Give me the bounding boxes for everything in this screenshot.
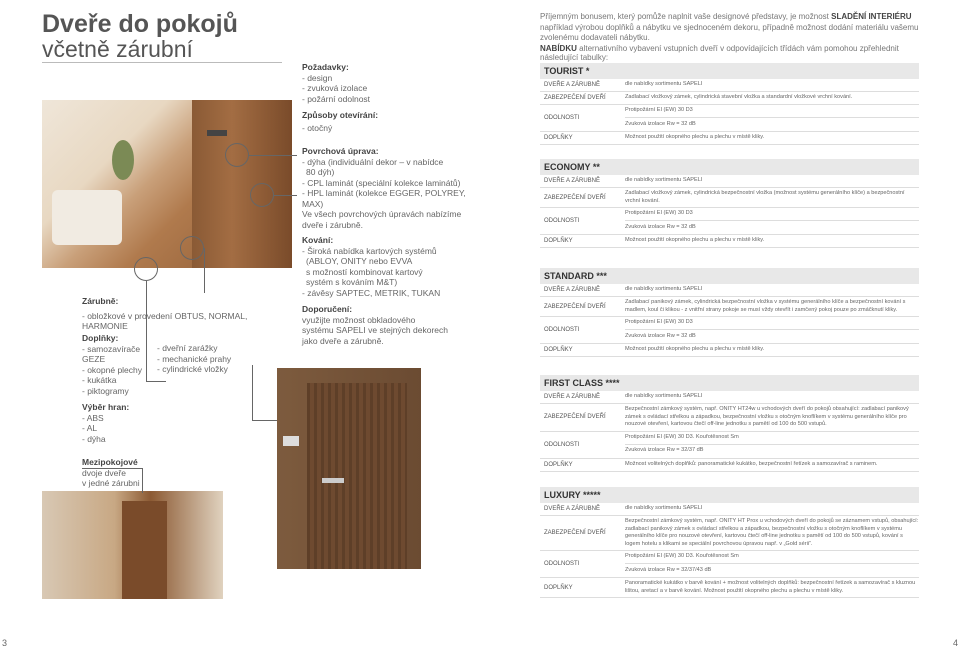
row-odolnosti: ODOLNOSTI Protipožární EI (EW) 30 D3. Kouřotěsnost Sm Zvuková izolace Rw = 32/37 dB [540, 432, 919, 459]
row-doplnky: DOPLŇKY Možnost použití okopného plechu a plechu v místě kliky. [540, 235, 919, 248]
row-zabezpeceni: ZABEZPEČENÍ DVEŘÍ Zadlabací vložkový zámek, cylindrická bezpečnostní vložka (možnost systému generálního klíče) a bezpečnostní vrchní kování. [540, 188, 919, 208]
page-number-left: 3 [2, 638, 8, 648]
category-heading: ECONOMY ** [540, 159, 919, 175]
category-heading: STANDARD *** [540, 268, 919, 284]
category-table [540, 487, 919, 598]
page-title: Dveře do pokojů [42, 10, 238, 38]
row-zabezpeceni: ZABEZPEČENÍ DVEŘÍ Zadlabací panikový zámek, cylindrická bezpečnostní vložka v systému generálního klíče a bezpečnostní kování s madlem, koul či klikou - z vnitřní strany pokoje se musí vždy otevřít i zamčený pokoj pouze po zmáčknutí kliky. [540, 297, 919, 317]
doplnky-block: Doplňky: - samozavírače GEZE - okopné plechy - kukátka - piktogramy [82, 333, 143, 396]
row-odolnosti: ODOLNOSTI Protipožární EI (EW) 30 D3 Zvuková izolace Rw = 32 dB [540, 317, 919, 344]
callout-line [252, 420, 277, 421]
category-table [540, 63, 919, 145]
row-zabezpeceni: ZABEZPEČENÍ DVEŘÍ Zadlabací vložkový zámek, cylindrická stavební vložka a standardní vložkové vrchní kování. [540, 92, 919, 105]
row-dvere: DVEŘE A ZÁRUBNĚ dle nabídky sortimentu SAPELI [540, 503, 919, 516]
callout-circle [180, 236, 204, 260]
povrch-block: Povrchová úprava: - dýha (individuální dekor – v nabídce 80 dýh) - CPL laminát (speciální kolekce laminátů) - HPL laminát (kolekce EGGER, POLYREY, MAX) Ve všech povrchových úpravách nabízíme dveře i zárubně. [302, 146, 466, 230]
callout-line [204, 248, 205, 293]
doplnky-col2: - dveřní zarážky - mechanické prahy - cylindrické vložky [157, 343, 232, 374]
callout-circle [134, 257, 158, 281]
row-doplnky: DOPLŇKY Možnost použití okopného plechu a plechu v místě kliky. [540, 344, 919, 357]
intro-paragraph: Příjemným bonusem, který pomůže naplnit vaše designové představy, je možnost SLADĚNÍ INTERIÉRU například výrobou doplňků a nábytku ve sjednoceném dekoru, případně možnost dodání materiálu vašemu zvolenému dodavateli nábytku. [540, 12, 919, 42]
row-dvere: DVEŘE A ZÁRUBNĚ dle nabídky sortimentu SAPELI [540, 79, 919, 92]
row-odolnosti: ODOLNOSTI Protipožární EI (EW) 30 D3 Zvuková izolace Rw = 32 dB [540, 208, 919, 235]
row-dvere: DVEŘE A ZÁRUBNĚ dle nabídky sortimentu SAPELI [540, 175, 919, 188]
nabidka-paragraph: NABÍDKU alternativního vybavení vstupních dveří v odpovídajících třídách vám pomohou zpřehlednit následující tabulky: [540, 44, 899, 62]
callout-line [274, 195, 297, 196]
row-odolnosti: ODOLNOSTI Protipožární EI (EW) 30 D3. Kouřotěsnost Sm Zvuková izolace Rw = 32/37/43 dB [540, 551, 919, 578]
pozadavky-block: Požadavky: - design - zvuková izolace - požární odolnost [302, 62, 371, 104]
row-zabezpeceni: ZABEZPEČENÍ DVEŘÍ Bezpečnostní zámkový systém, např. ONITY HT Prox u vchodových dveří do pokojů se záznamem vstupů, obsahující: zadlabací panikový zámek s ovládací střelkou a západkou, bezpečnostní vložku s otočným knoflíkem v systému generálního klíče pro nouzové otevření, kartovou čtečí off-line jednotku s pamětí od 100 do 500 vstupů, kování s logem hotelu s klikami se speciální povrchovou úpravou např. v „Gold sérii“. [540, 516, 919, 551]
category-table [540, 159, 919, 248]
door-photo [277, 368, 421, 569]
kovani-block: Kování: - Široká nabídka kartových systémů (ABLOY, ONITY nebo EVVA s možností kombinovat kartový systém s kováním M&T) - závěsy SAPTEC, METRIK, TUKAN [302, 235, 441, 298]
callout-circle [225, 143, 249, 167]
oteviram-block: Způsoby otevírání: - otočný [302, 110, 379, 133]
callout-line [252, 365, 253, 420]
callout-circle [250, 183, 274, 207]
row-odolnosti: ODOLNOSTI Protipožární EI (EW) 30 D3 Zvuková izolace Rw = 32 dB [540, 105, 919, 132]
hrany-block: Výběr hran: - ABS - AL - dýha [82, 402, 130, 444]
category-table [540, 268, 919, 357]
callout-line [249, 155, 297, 156]
row-dvere: DVEŘE A ZÁRUBNĚ dle nabídky sortimentu SAPELI [540, 284, 919, 297]
page-subtitle: včetně zárubní [42, 36, 193, 62]
category-heading: LUXURY ***** [540, 487, 919, 503]
row-dvere: DVEŘE A ZÁRUBNĚ dle nabídky sortimentu SAPELI [540, 391, 919, 404]
doporuceni-block: Doporučení: využijte možnost obkladového systému SAPELI ve stejných dekorech jako dveře a zárubně. [302, 304, 448, 346]
mezipokojove-block: Mezipokojové dvoje dveře v jedné zárubni [82, 457, 140, 488]
interior-door-photo [42, 491, 223, 599]
row-doplnky: DOPLŇKY Možnost volitelných doplňků: panoramatické kukátko, bezpečnostní řetízek a samozavírač s raminem. [540, 459, 919, 472]
row-doplnky: DOPLŇKY Možnost použití okopného plechu a plechu v místě kliky. [540, 132, 919, 145]
row-zabezpeceni: ZABEZPEČENÍ DVEŘÍ Bezpečnostní zámkový systém, např. ONITY HT24w u vchodových dveří do pokojů obsahující: zadlabací panikový zámek s ovládací střelkou a západkou, bezpečnostní vložku s otočným knoflíkem v systému generálního klíče pro nouzové otevření, kartovou čtečí off-line jednotku s pamětí od 100 do 500 vstupů. [540, 404, 919, 432]
category-heading: FIRST CLASS **** [540, 375, 919, 391]
page-number-right: 4 [953, 638, 959, 648]
category-heading: TOURIST * [540, 63, 919, 79]
row-doplnky: DOPLŇKY Panoramatické kukátko v barvě kování + možnost volitelných doplňků: bezpečnostní řetízek a samozavírač s kluznou lištou, aretací a v barvě kování. Možnost použití okopného plechu a plechu v místě kliky. [540, 578, 919, 598]
zarubne-block: Zárubně: - obložkové v provedení OBTUS, NORMAL, HARMONIE [82, 296, 248, 331]
category-table [540, 375, 919, 472]
title-divider [42, 62, 282, 63]
